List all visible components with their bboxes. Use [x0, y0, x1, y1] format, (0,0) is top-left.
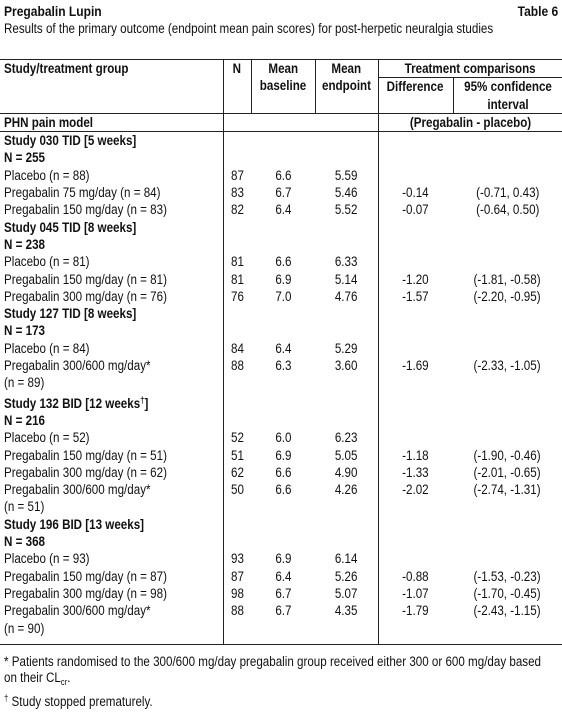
empty-cell — [223, 533, 251, 550]
table-row — [0, 447, 562, 464]
baseline-value: 6.9 — [274, 271, 292, 287]
n-value: 76 — [223, 288, 251, 305]
difference-value: -1.57 — [378, 288, 453, 305]
ci-value: (-2.01, -0.65) — [473, 464, 542, 480]
baseline-value: 6.6 — [274, 464, 292, 480]
empty-cell — [453, 219, 562, 236]
empty-cell — [223, 322, 251, 339]
study-title-row — [0, 392, 562, 412]
endpoint-value: 5.52 — [334, 202, 358, 218]
treatment-group: Placebo (n = 81) — [4, 254, 90, 270]
study-n-row — [0, 236, 562, 253]
empty-cell — [223, 305, 251, 322]
footnote-asterisk: * Patients randomised to the 300/600 mg/day pregabalin group received either 300 or 600 mg/day based on their $CL_{cr}$. — [4, 654, 542, 687]
col-difference-header: Difference — [378, 78, 453, 114]
empty-cell — [378, 305, 453, 322]
treatment-group: Pregabalin 300/600 mg/day* (n = 51) — [4, 482, 151, 515]
table-row — [0, 201, 562, 218]
baseline-value: 6.0 — [274, 430, 292, 446]
empty-cell — [315, 533, 378, 550]
treatment-group: Pregabalin 150 mg/day (n = 51) — [4, 447, 167, 463]
col-group-header: Study/treatment group — [0, 60, 223, 114]
endpoint-value: 5.14 — [334, 271, 358, 287]
empty-cell — [315, 219, 378, 236]
empty-cell — [223, 219, 251, 236]
treatment-group: Pregabalin 150 mg/day (n = 83) — [4, 202, 167, 218]
study-title: Study 127 TID [8 weeks] — [4, 306, 137, 322]
empty-cell — [251, 322, 315, 339]
difference-value: -0.07 — [378, 201, 453, 218]
difference-value: -1.20 — [378, 271, 453, 288]
treatment-group: Placebo (n = 93) — [4, 551, 90, 567]
table-row — [0, 184, 562, 201]
ci-value: (-2.74, -1.31) — [473, 482, 542, 498]
empty-cell — [378, 392, 453, 412]
table-row — [0, 602, 562, 637]
treatment-group: Pregabalin 300/600 mg/day* (n = 90) — [4, 603, 151, 636]
study-title-row — [0, 219, 562, 236]
empty-cell — [453, 236, 562, 253]
n-value: 87 — [223, 167, 251, 184]
endpoint-value: 6.14 — [334, 551, 358, 567]
study-title: Study 132 BID [12 weeks†] — [4, 394, 149, 411]
empty-cell — [315, 322, 378, 339]
n-value: 81 — [223, 271, 251, 288]
n-value: 50 — [223, 481, 251, 516]
ci-value: (-0.71, 0.43) — [475, 185, 540, 201]
study-title: Study 045 TID [8 weeks] — [4, 219, 137, 235]
study-n-total: N = 368 — [4, 534, 45, 550]
baseline-value: 6.3 — [274, 358, 292, 374]
table-row — [0, 550, 562, 567]
empty-cell — [453, 516, 562, 533]
col-ci-header: 95% confidence interval — [453, 78, 562, 114]
table-row — [0, 271, 562, 288]
table-row — [0, 464, 562, 481]
treatment-group: Placebo (n = 52) — [4, 430, 90, 446]
baseline-value: 6.9 — [274, 551, 292, 567]
baseline-value: 7.0 — [274, 288, 292, 304]
ci-value — [453, 550, 562, 567]
col-n-header: N — [223, 60, 251, 114]
empty-cell — [315, 132, 378, 150]
treatment-group: Pregabalin 300 mg/day (n = 76) — [4, 288, 167, 304]
empty-cell — [251, 236, 315, 253]
study-title: Study 196 BID [13 weeks] — [4, 516, 145, 532]
empty-cell — [453, 412, 562, 429]
n-value: 88 — [223, 357, 251, 392]
empty-cell — [223, 412, 251, 429]
empty-cell — [251, 392, 315, 412]
empty-cell — [315, 149, 378, 166]
ci-value — [453, 340, 562, 357]
empty-cell — [453, 322, 562, 339]
header-row-1 — [0, 60, 562, 78]
table-row — [0, 357, 562, 392]
treatment-group: Pregabalin 150 mg/day (n = 81) — [4, 271, 167, 287]
empty-cell — [223, 149, 251, 166]
empty-cell — [453, 392, 562, 412]
empty-cell — [315, 516, 378, 533]
treatment-group: Pregabalin 150 mg/day (n = 87) — [4, 568, 167, 584]
empty-cell — [453, 149, 562, 166]
empty-cell — [378, 236, 453, 253]
results-table — [0, 59, 562, 645]
study-title-row — [0, 132, 562, 150]
endpoint-value: 6.23 — [334, 430, 358, 446]
n-value: 52 — [223, 429, 251, 446]
empty-cell — [251, 149, 315, 166]
baseline-value: 6.4 — [274, 568, 292, 584]
n-value: 62 — [223, 464, 251, 481]
n-value: 87 — [223, 568, 251, 585]
empty-cell — [378, 322, 453, 339]
endpoint-value: 4.35 — [334, 603, 358, 619]
treatment-group: Pregabalin 300 mg/day (n = 98) — [4, 585, 167, 601]
difference-value: -1.07 — [378, 585, 453, 602]
footnote-dagger: † Study stopped prematurely. — [4, 693, 153, 709]
n-value: 88 — [223, 602, 251, 637]
empty-cell — [251, 412, 315, 429]
ci-value — [453, 429, 562, 446]
study-n-row — [0, 149, 562, 166]
empty-cell — [315, 412, 378, 429]
endpoint-value: 4.76 — [334, 288, 358, 304]
ci-value: (-2.20, -0.95) — [473, 288, 542, 304]
empty-cell — [315, 236, 378, 253]
ci-value: (-1.70, -0.45) — [473, 585, 542, 601]
difference-value: -1.18 — [378, 447, 453, 464]
n-value: 81 — [223, 253, 251, 270]
endpoint-value: 5.07 — [334, 585, 358, 601]
endpoint-value: 4.26 — [334, 482, 358, 498]
empty-cell — [251, 516, 315, 533]
empty-cell — [315, 305, 378, 322]
study-n-total: N = 255 — [4, 150, 45, 166]
ci-value — [453, 253, 562, 270]
treatment-group: Placebo (n = 88) — [4, 167, 90, 183]
empty-cell — [378, 132, 453, 150]
study-title-row — [0, 305, 562, 322]
difference-value: -0.14 — [378, 184, 453, 201]
difference-value: -1.33 — [378, 464, 453, 481]
treatment-group: Pregabalin 75 mg/day (n = 84) — [4, 185, 161, 201]
table-row — [0, 481, 562, 516]
endpoint-value: 4.90 — [334, 464, 358, 480]
table-row — [0, 429, 562, 446]
empty-cell — [378, 533, 453, 550]
col-endpoint-header: Mean endpoint — [315, 60, 378, 114]
difference-value — [378, 429, 453, 446]
difference-value — [378, 167, 453, 184]
baseline-value: 6.6 — [274, 167, 292, 183]
difference-value: -2.02 — [378, 481, 453, 516]
empty-cell — [378, 516, 453, 533]
endpoint-value: 5.05 — [334, 447, 358, 463]
difference-value: -1.79 — [378, 602, 453, 637]
table-bottom-rule — [0, 637, 562, 645]
empty-cell — [453, 132, 562, 150]
table-row — [0, 167, 562, 184]
ci-value — [453, 167, 562, 184]
empty-cell — [251, 219, 315, 236]
n-value: 84 — [223, 340, 251, 357]
n-value: 82 — [223, 201, 251, 218]
empty-cell — [378, 149, 453, 166]
n-value: 93 — [223, 550, 251, 567]
difference-value: -1.69 — [378, 357, 453, 392]
study-n-total: N = 238 — [4, 236, 45, 252]
endpoint-value: 6.33 — [334, 254, 358, 270]
difference-value — [378, 340, 453, 357]
study-n-row — [0, 322, 562, 339]
difference-value: -0.88 — [378, 568, 453, 585]
baseline-value: 6.9 — [274, 447, 292, 463]
table-number: Table 6 — [517, 3, 558, 19]
baseline-value: 6.6 — [274, 254, 292, 270]
drug-title: Pregabalin Lupin — [4, 3, 102, 19]
footnotes — [4, 654, 554, 710]
n-value: 51 — [223, 447, 251, 464]
treatment-group: Pregabalin 300 mg/day (n = 62) — [4, 464, 167, 480]
ci-value: (-2.33, -1.05) — [473, 358, 542, 374]
study-n-row — [0, 412, 562, 429]
empty-cell — [223, 236, 251, 253]
table-row — [0, 340, 562, 357]
treatment-group: Pregabalin 300/600 mg/day* (n = 89) — [4, 358, 151, 391]
empty-cell — [378, 219, 453, 236]
col-baseline-header: Mean baseline — [251, 60, 315, 114]
model-row — [0, 113, 562, 131]
baseline-value: 6.7 — [274, 185, 292, 201]
n-value: 98 — [223, 585, 251, 602]
study-title-row — [0, 516, 562, 533]
baseline-value: 6.6 — [274, 482, 292, 498]
study-n-total: N = 216 — [4, 412, 45, 428]
ci-value: (-1.53, -0.23) — [473, 568, 542, 584]
empty-cell — [251, 305, 315, 322]
empty-cell — [251, 533, 315, 550]
empty-cell — [223, 132, 251, 150]
baseline-value: 6.4 — [274, 340, 292, 356]
empty-cell — [315, 392, 378, 412]
ci-value: (-1.90, -0.46) — [473, 447, 542, 463]
table-row — [0, 253, 562, 270]
table-caption: Results of the primary outcome (endpoint mean pain scores) for post-herpetic neuralgia studies — [4, 21, 494, 36]
model-comparison: (Pregabalin - placebo) — [378, 113, 562, 131]
empty-cell — [453, 305, 562, 322]
empty-cell — [223, 516, 251, 533]
n-value: 83 — [223, 184, 251, 201]
study-n-total: N = 173 — [4, 323, 45, 339]
empty-cell — [453, 533, 562, 550]
treatment-group: Placebo (n = 84) — [4, 340, 90, 356]
table-row — [0, 585, 562, 602]
study-n-row — [0, 533, 562, 550]
endpoint-value: 5.26 — [334, 568, 358, 584]
difference-value — [378, 253, 453, 270]
ci-value: (-1.81, -0.58) — [473, 271, 542, 287]
endpoint-value: 5.29 — [334, 340, 358, 356]
ci-value: (-2.43, -1.15) — [473, 603, 542, 619]
endpoint-value: 5.46 — [334, 185, 358, 201]
baseline-value: 6.7 — [274, 585, 292, 601]
endpoint-value: 5.59 — [334, 167, 358, 183]
endpoint-value: 3.60 — [334, 358, 358, 374]
baseline-value: 6.7 — [274, 603, 292, 619]
empty-cell — [223, 392, 251, 412]
col-comparisons-header: Treatment comparisons — [378, 60, 562, 78]
ci-value: (-0.64, 0.50) — [475, 202, 540, 218]
empty-cell — [251, 132, 315, 150]
table-header — [4, 3, 558, 21]
difference-value — [378, 550, 453, 567]
study-title: Study 030 TID [5 weeks] — [4, 133, 137, 149]
table-row — [0, 568, 562, 585]
baseline-value: 6.4 — [274, 202, 292, 218]
model-label: PHN pain model — [0, 113, 223, 131]
table-row — [0, 288, 562, 305]
empty-cell — [378, 412, 453, 429]
